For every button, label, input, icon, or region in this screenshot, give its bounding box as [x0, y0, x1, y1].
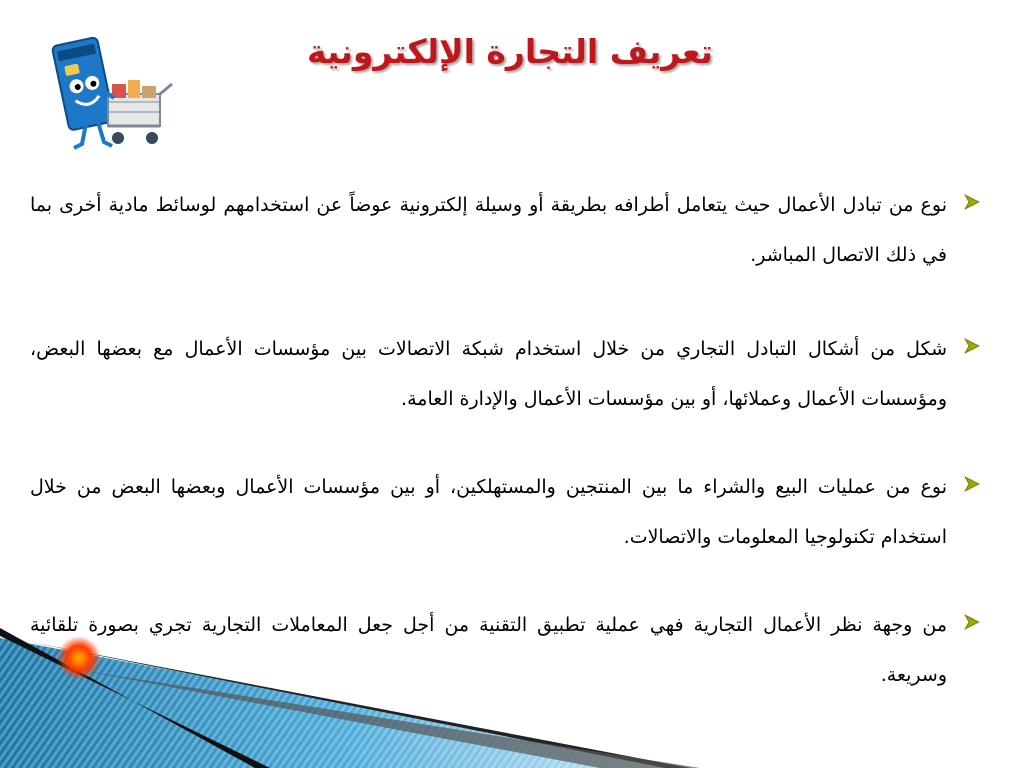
bullet-item — [30, 462, 995, 562]
bullet-item — [30, 600, 995, 700]
bullet-text: نوع من تبادل الأعمال حيث يتعامل أطرافه بطريقة أو وسيلة إلكترونية عوضاً عن استخدامهم لوسائط مادية أخرى بما في ذلك الاتصال المباشر. — [30, 194, 947, 266]
bullet-text: شكل من أشكال التبادل التجاري من خلال استخدام شبكة الاتصالات بين مؤسسات الأعمال مع بعضها البعض، ومؤسسات الأعمال وعملائها، أو بين مؤسسات الأعمال والإدارة العامة. — [30, 338, 947, 410]
arrow-bullet-icon — [963, 193, 981, 211]
arrow-bullet-icon — [963, 337, 981, 355]
arrow-bullet-icon — [963, 613, 981, 631]
bullet-text: نوع من عمليات البيع والشراء ما بين المنتجين والمستهلكين، أو بين مؤسسات الأعمال وبعضها البعض من خلال استخدام تكنولوجيا المعلومات والاتصالات. — [30, 476, 947, 548]
slide-title: تعريف التجارة الإلكترونية — [307, 32, 713, 71]
arrow-bullet-icon — [963, 475, 981, 493]
bullet-item — [30, 324, 995, 424]
bullet-item — [30, 180, 995, 280]
bullet-list — [30, 180, 995, 700]
credit-card-with-shopping-cart-icon — [48, 32, 176, 156]
bullet-text: من وجهة نظر الأعمال التجارية فهي عملية تطبيق التقنية من أجل جعل المعاملات التجارية تجري بصورة تلقائية وسريعة. — [30, 614, 947, 686]
